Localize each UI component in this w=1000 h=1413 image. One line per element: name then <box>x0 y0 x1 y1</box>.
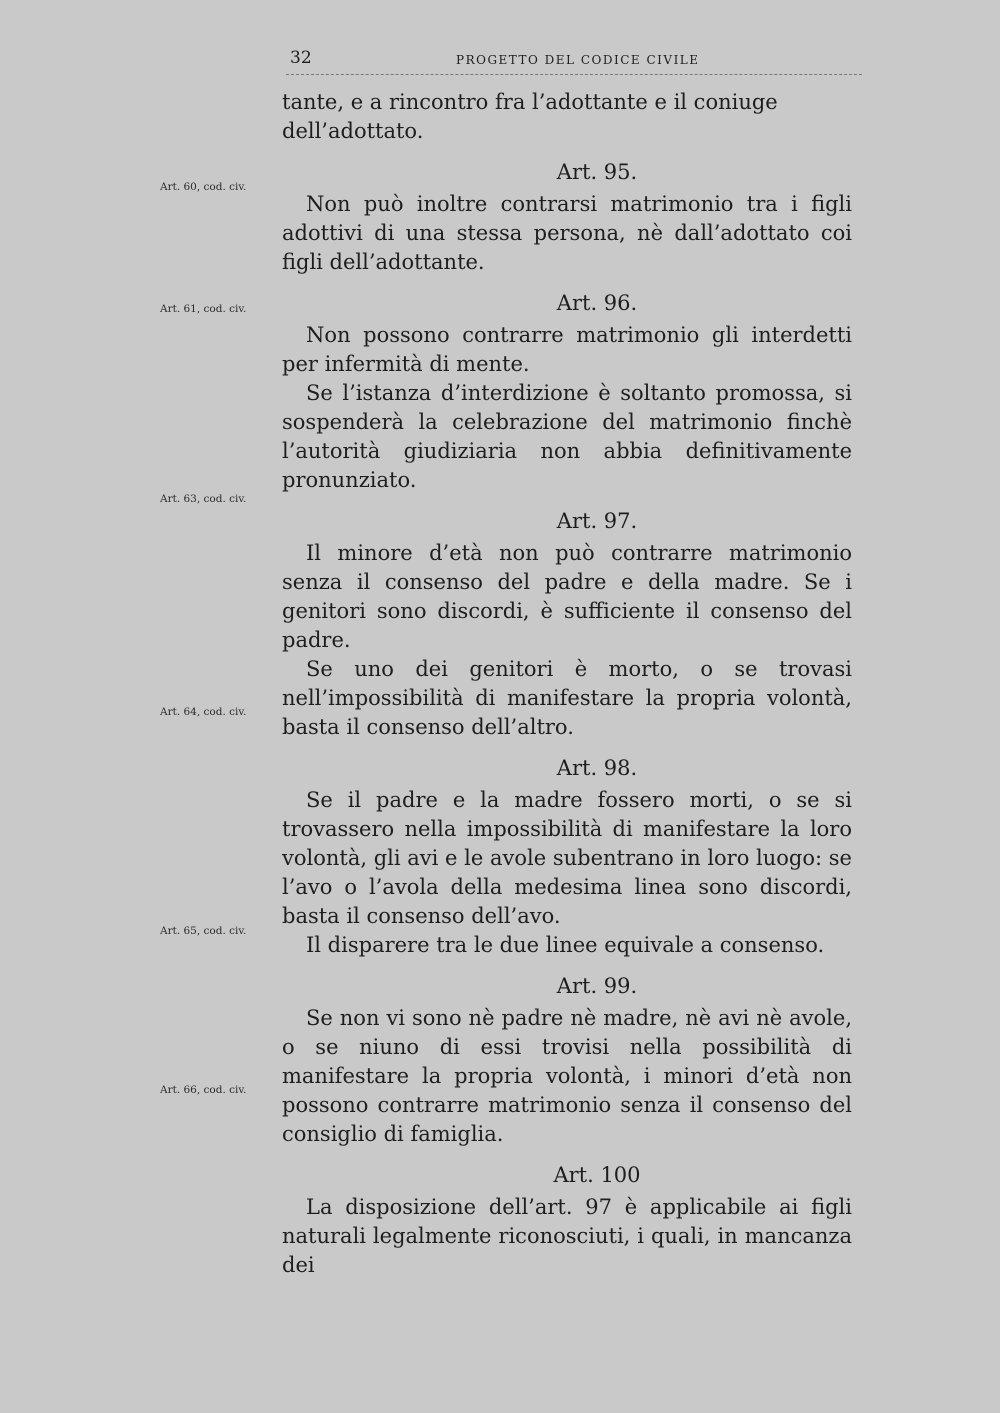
article-99 <box>282 972 852 1149</box>
margin-note-art-60: Art. 60, cod. civ. <box>160 181 247 193</box>
article-paragraph: Se non vi sono nè padre nè madre, nè avi nè avole, o se niuno di essi trovisi nella possibilità di manifestare la propria volontà, i minori d’età non possono contrarre matrimonio senza il consenso del consiglio di famiglia. <box>282 1006 852 1146</box>
article-heading: Art. 99. <box>556 974 638 998</box>
article-98 <box>282 754 852 960</box>
article-heading: Art. 100 <box>553 1163 641 1187</box>
body-text <box>282 88 852 1280</box>
margin-note-art-61: Art. 61, cod. civ. <box>160 303 247 315</box>
page-header <box>286 44 862 75</box>
margin-note-art-66: Art. 66, cod. civ. <box>160 1084 247 1096</box>
article-95 <box>282 158 852 277</box>
running-head: PROGETTO DEL CODICE CIVILE <box>456 53 700 67</box>
article-heading: Art. 96. <box>556 291 638 315</box>
article-paragraph: Se uno dei genitori è morto, o se trovasi nell’impossibilità di manifestare la propria volontà, basta il consenso dell’altro. <box>282 657 852 739</box>
margin-note-art-64: Art. 64, cod. civ. <box>160 706 247 718</box>
article-97 <box>282 507 852 742</box>
article-paragraph: Non può inoltre contrarsi matrimonio tra i figli adottivi di una stessa persona, nè dall’adottato coi figli dell’adottante. <box>282 192 852 274</box>
page-number: 32 <box>290 48 312 68</box>
article-paragraph: Il disparere tra le due linee equivale a consenso. <box>306 933 825 957</box>
margin-note-art-63: Art. 63, cod. civ. <box>160 493 247 505</box>
article-paragraph: Non possono contrarre matrimonio gli interdetti per infermità di mente. <box>282 323 852 376</box>
article-paragraph: Il minore d’età non può contrarre matrimonio senza il consenso del padre e della madre. Se i genitori sono discordi, è sufficiente il consenso del padre. <box>282 541 852 652</box>
article-96 <box>282 289 852 495</box>
article-heading: Art. 98. <box>556 756 638 780</box>
article-paragraph: Se il padre e la madre fossero morti, o se si trovassero nella impossibilità di manifestare la loro volontà, gli avi e le avole subentrano in loro luogo: se l’avo o l’avola della medesima linea sono discordi, basta il consenso dell’avo. <box>282 788 852 928</box>
margin-note-art-65: Art. 65, cod. civ. <box>160 925 247 937</box>
article-heading: Art. 95. <box>556 160 638 184</box>
article-100 <box>282 1161 852 1280</box>
article-paragraph: Se l’istanza d’interdizione è soltanto promossa, si sospenderà la celebrazione del matrimonio finchè l’autorità giudiziaria non abbia definitivamente pronunziato. <box>282 381 852 492</box>
article-paragraph: La disposizione dell’art. 97 è applicabile ai figli naturali legalmente riconosciuti, i quali, in mancanza dei <box>282 1195 852 1277</box>
article-heading: Art. 97. <box>556 509 638 533</box>
lead-paragraph: tante, e a rincontro fra l’adottante e il coniuge dell’adottato. <box>282 90 778 143</box>
